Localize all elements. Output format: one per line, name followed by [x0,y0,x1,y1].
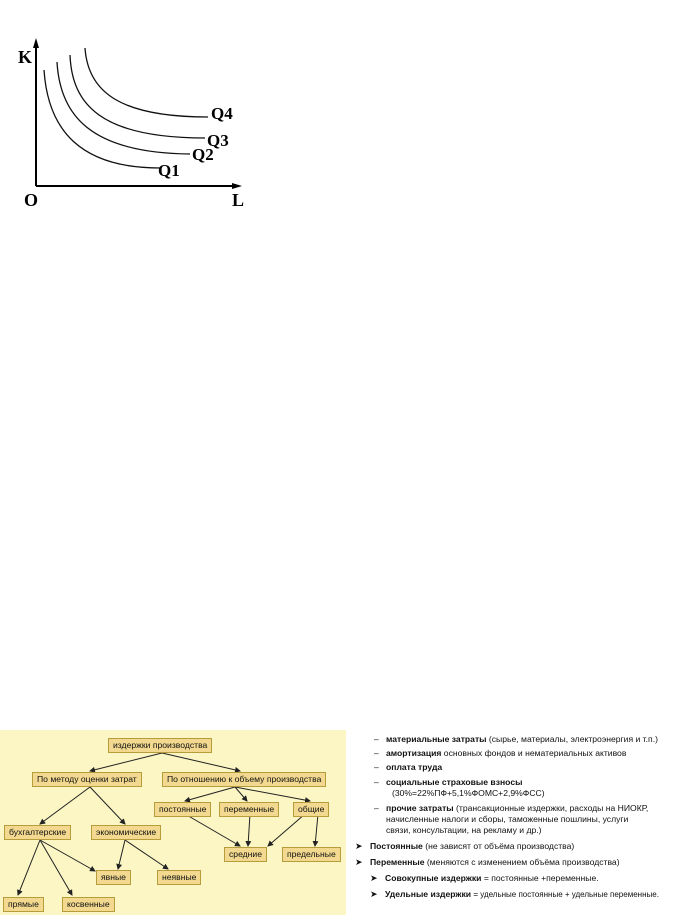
y-axis-label: K [18,47,33,67]
tree-connectors [0,730,346,915]
curve-label-q4: Q4 [211,104,233,123]
box-root: издержки производства [108,738,212,753]
isoquant-curve-q3 [70,55,205,138]
dash-icon: – [374,734,379,744]
arrow-bullet-icon: ➤ [355,857,363,867]
box-fixed: постоянные [154,802,211,817]
cost-tree-diagram [0,730,346,915]
list-item-other-line3: связи, консультации, на рекламу и др.) [386,825,542,835]
box-economic: экономические [91,825,161,840]
box-implicit: неявные [157,870,201,885]
isoquant-curve-q1 [44,70,160,168]
box-relation: По отношению к объему производства [162,772,326,787]
arrow-bullet-icon: ➤ [370,889,378,899]
arrow-bullet-icon: ➤ [355,841,363,851]
box-variable: переменные [219,802,279,817]
arrow-bullet-icon: ➤ [370,873,378,883]
dash-icon: – [374,803,379,813]
fixed-costs-line: Постоянные (не зависят от объёма производства) [370,841,575,851]
list-item-social: социальные страховые взносы [386,777,523,787]
list-item-wages: оплата труда [386,762,443,772]
box-indirect: косвенные [62,897,115,912]
list-item-depreciation: амортизация основных фондов и нематериальных активов [386,748,627,758]
list-item-other: прочие затраты (трансакционные издержки, расходы на НИОКР, [386,803,649,813]
variable-costs-line: Переменные (меняются с изменением объёма производства) [370,857,620,867]
box-method: По методу оценки затрат [32,772,142,787]
list-item-social-formula: (30%=22%ПФ+5,1%ФОМС+2,9%ФСС) [392,788,545,798]
box-marginal: предельные [282,847,341,862]
dash-icon: – [374,777,379,787]
dash-icon: – [374,748,379,758]
y-axis-arrow [33,38,39,48]
box-average: средние [224,847,267,862]
isoquant-chart [0,0,260,215]
unit-costs-line: Удельные издержки = удельные постоянные + удельные переменные. [385,889,659,899]
dash-icon: – [374,762,379,772]
x-axis-label: L [232,190,245,210]
isoquant-curve-q4 [85,48,208,117]
box-explicit: явные [96,870,131,885]
curve-label-q2: Q2 [192,145,214,164]
box-total: общие [293,802,329,817]
box-accounting: бухгалтерские [4,825,71,840]
total-costs-line: Совокупные издержки = постоянные +переменные. [385,873,599,883]
box-direct: прямые [3,897,44,912]
curve-label-q3: Q3 [207,131,229,150]
isoquant-curve-q2 [57,62,190,154]
list-item-other-line2: начисленные налоги и сборы, таможенные пошлины, услуги [386,814,629,824]
origin-label: O [24,190,39,210]
curve-label-q1: Q1 [158,161,180,180]
x-axis-arrow [232,183,242,189]
list-item-material: материальные затраты (сырье, материалы, электроэнергия и т.п.) [386,734,658,744]
